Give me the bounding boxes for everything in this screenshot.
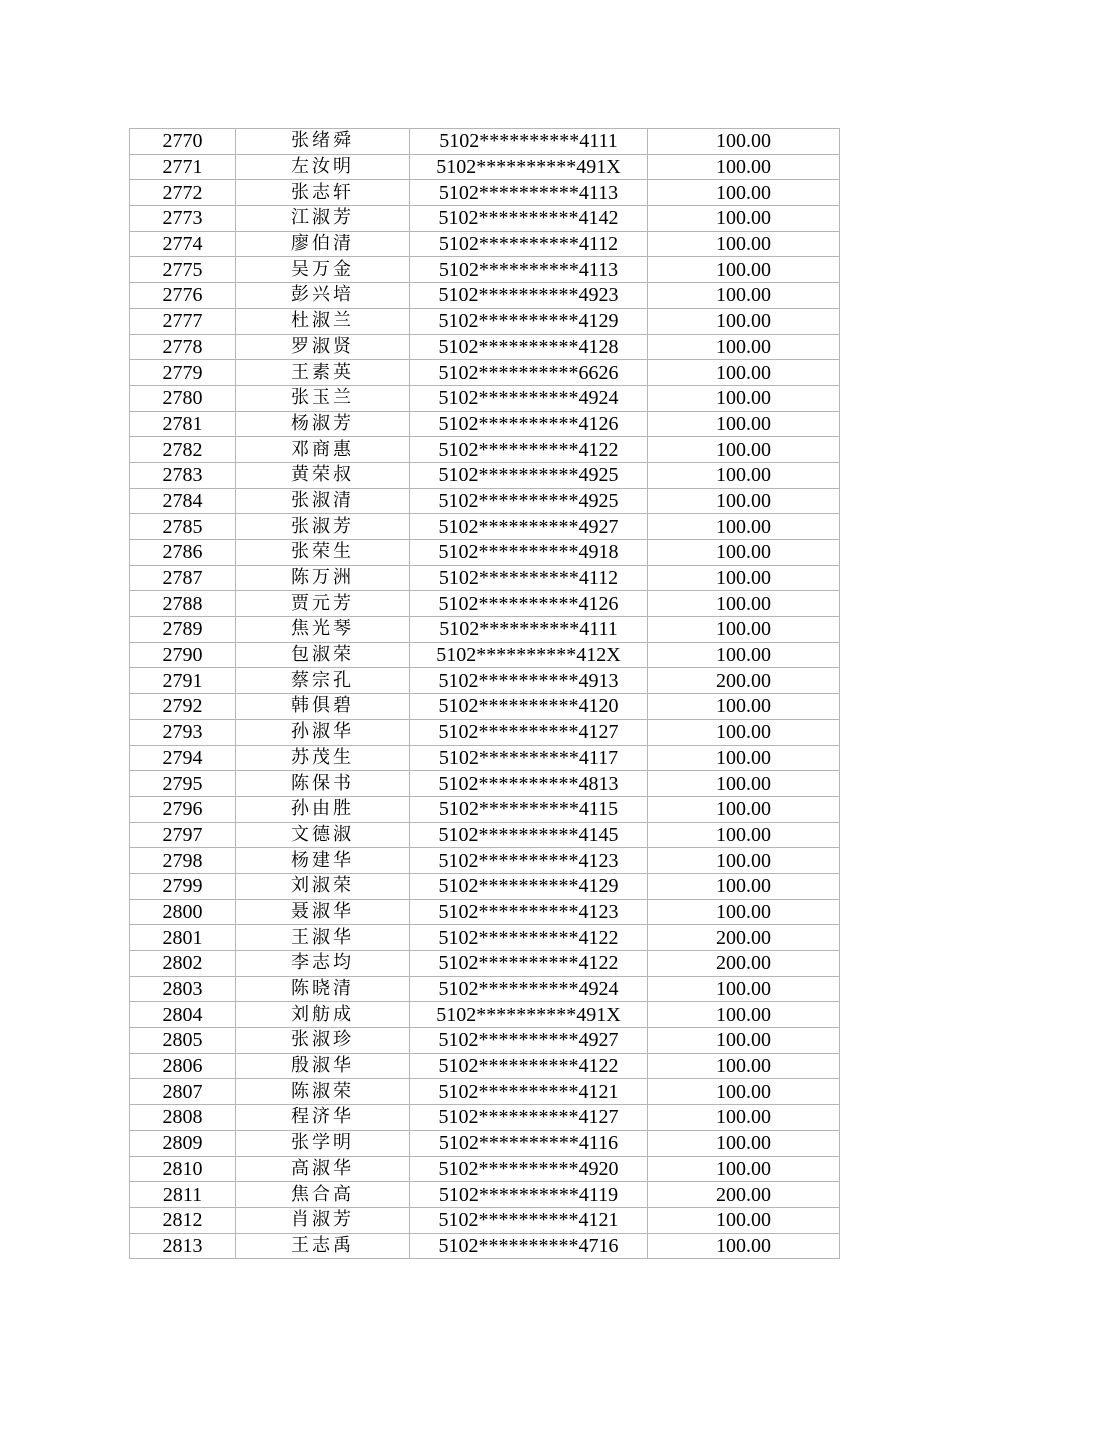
row-number-cell: 2800 [130, 899, 236, 925]
id-number-cell: 5102**********4112 [410, 231, 648, 257]
amount-cell: 100.00 [648, 514, 840, 540]
row-number-cell: 2771 [130, 154, 236, 180]
name-cell: 韩俱碧 [236, 694, 410, 720]
id-number-cell: 5102**********4924 [410, 976, 648, 1002]
table-row [130, 360, 840, 386]
row-number-cell: 2802 [130, 951, 236, 977]
id-number-cell: 5102**********4927 [410, 514, 648, 540]
amount-cell: 100.00 [648, 1105, 840, 1131]
name-cell: 张淑珍 [236, 1028, 410, 1054]
id-number-cell: 5102**********4127 [410, 1105, 648, 1131]
row-number-cell: 2780 [130, 385, 236, 411]
amount-cell: 200.00 [648, 668, 840, 694]
table-row [130, 745, 840, 771]
name-cell: 张志轩 [236, 180, 410, 206]
amount-cell: 100.00 [648, 334, 840, 360]
name-cell: 王志禹 [236, 1233, 410, 1259]
table-row [130, 488, 840, 514]
row-number-cell: 2810 [130, 1156, 236, 1182]
id-number-cell: 5102**********4115 [410, 796, 648, 822]
name-cell: 孙由胜 [236, 796, 410, 822]
table-row [130, 591, 840, 617]
table-row [130, 1156, 840, 1182]
id-number-cell: 5102**********4113 [410, 180, 648, 206]
table-row [130, 796, 840, 822]
table-row [130, 1233, 840, 1259]
row-number-cell: 2774 [130, 231, 236, 257]
table-row [130, 1105, 840, 1131]
amount-cell: 100.00 [648, 1002, 840, 1028]
amount-cell: 100.00 [648, 796, 840, 822]
table-row [130, 848, 840, 874]
amount-cell: 100.00 [648, 976, 840, 1002]
id-number-cell: 5102**********412X [410, 642, 648, 668]
table-row [130, 385, 840, 411]
row-number-cell: 2794 [130, 745, 236, 771]
id-number-cell: 5102**********4127 [410, 719, 648, 745]
amount-cell: 100.00 [648, 1233, 840, 1259]
table-row [130, 257, 840, 283]
id-number-cell: 5102**********4913 [410, 668, 648, 694]
row-number-cell: 2783 [130, 462, 236, 488]
row-number-cell: 2812 [130, 1207, 236, 1233]
amount-cell: 100.00 [648, 642, 840, 668]
row-number-cell: 2798 [130, 848, 236, 874]
amount-cell: 100.00 [648, 129, 840, 155]
name-cell: 吴万金 [236, 257, 410, 283]
id-number-cell: 5102**********4813 [410, 771, 648, 797]
name-cell: 肖淑芳 [236, 1207, 410, 1233]
amount-cell: 100.00 [648, 154, 840, 180]
id-number-cell: 5102**********4119 [410, 1182, 648, 1208]
name-cell: 包淑荣 [236, 642, 410, 668]
row-number-cell: 2806 [130, 1053, 236, 1079]
id-number-cell: 5102**********4123 [410, 899, 648, 925]
row-number-cell: 2787 [130, 565, 236, 591]
name-cell: 陈晓清 [236, 976, 410, 1002]
row-number-cell: 2775 [130, 257, 236, 283]
table-row [130, 899, 840, 925]
name-cell: 张绪舜 [236, 129, 410, 155]
name-cell: 彭兴培 [236, 283, 410, 309]
id-number-cell: 5102**********4122 [410, 951, 648, 977]
amount-cell: 100.00 [648, 694, 840, 720]
amount-cell: 100.00 [648, 1207, 840, 1233]
row-number-cell: 2791 [130, 668, 236, 694]
id-number-cell: 5102**********4129 [410, 873, 648, 899]
table-row [130, 719, 840, 745]
table-row [130, 642, 840, 668]
row-number-cell: 2803 [130, 976, 236, 1002]
amount-cell: 100.00 [648, 745, 840, 771]
id-number-cell: 5102**********4129 [410, 308, 648, 334]
amount-cell: 100.00 [648, 206, 840, 232]
amount-cell: 100.00 [648, 1028, 840, 1054]
id-number-cell: 5102**********4126 [410, 411, 648, 437]
row-number-cell: 2784 [130, 488, 236, 514]
row-number-cell: 2808 [130, 1105, 236, 1131]
name-cell: 王素英 [236, 360, 410, 386]
id-number-cell: 5102**********4111 [410, 129, 648, 155]
row-number-cell: 2773 [130, 206, 236, 232]
id-number-cell: 5102**********4920 [410, 1156, 648, 1182]
row-number-cell: 2797 [130, 822, 236, 848]
table-row [130, 1130, 840, 1156]
amount-cell: 100.00 [648, 385, 840, 411]
amount-cell: 100.00 [648, 411, 840, 437]
amount-cell: 100.00 [648, 719, 840, 745]
amount-cell: 100.00 [648, 1079, 840, 1105]
row-number-cell: 2779 [130, 360, 236, 386]
amount-cell: 100.00 [648, 257, 840, 283]
table-row [130, 437, 840, 463]
name-cell: 杨建华 [236, 848, 410, 874]
name-cell: 罗淑贤 [236, 334, 410, 360]
record-table [129, 128, 840, 1259]
row-number-cell: 2809 [130, 1130, 236, 1156]
name-cell: 王淑华 [236, 925, 410, 951]
name-cell: 蔡宗孔 [236, 668, 410, 694]
row-number-cell: 2777 [130, 308, 236, 334]
id-number-cell: 5102**********4122 [410, 1053, 648, 1079]
id-number-cell: 5102**********4111 [410, 617, 648, 643]
id-number-cell: 5102**********4121 [410, 1079, 648, 1105]
name-cell: 孙淑华 [236, 719, 410, 745]
amount-cell: 100.00 [648, 1130, 840, 1156]
row-number-cell: 2792 [130, 694, 236, 720]
table-row [130, 1002, 840, 1028]
name-cell: 陈保书 [236, 771, 410, 797]
name-cell: 杜淑兰 [236, 308, 410, 334]
name-cell: 邓商惠 [236, 437, 410, 463]
row-number-cell: 2793 [130, 719, 236, 745]
id-number-cell: 5102**********4128 [410, 334, 648, 360]
row-number-cell: 2770 [130, 129, 236, 155]
name-cell: 程济华 [236, 1105, 410, 1131]
amount-cell: 100.00 [648, 1156, 840, 1182]
amount-cell: 100.00 [648, 873, 840, 899]
name-cell: 张荣生 [236, 540, 410, 566]
id-number-cell: 5102**********4145 [410, 822, 648, 848]
row-number-cell: 2804 [130, 1002, 236, 1028]
row-number-cell: 2785 [130, 514, 236, 540]
row-number-cell: 2813 [130, 1233, 236, 1259]
id-number-cell: 5102**********4122 [410, 437, 648, 463]
row-number-cell: 2801 [130, 925, 236, 951]
name-cell: 聂淑华 [236, 899, 410, 925]
row-number-cell: 2807 [130, 1079, 236, 1105]
amount-cell: 200.00 [648, 925, 840, 951]
id-number-cell: 5102**********491X [410, 154, 648, 180]
name-cell: 左汝明 [236, 154, 410, 180]
table-row [130, 822, 840, 848]
row-number-cell: 2789 [130, 617, 236, 643]
id-number-cell: 5102**********4113 [410, 257, 648, 283]
record-table-body [130, 129, 840, 1259]
row-number-cell: 2790 [130, 642, 236, 668]
name-cell: 张学明 [236, 1130, 410, 1156]
amount-cell: 100.00 [648, 437, 840, 463]
name-cell: 江淑芳 [236, 206, 410, 232]
name-cell: 文德淑 [236, 822, 410, 848]
name-cell: 陈万洲 [236, 565, 410, 591]
name-cell: 张玉兰 [236, 385, 410, 411]
amount-cell: 100.00 [648, 591, 840, 617]
table-row [130, 308, 840, 334]
table-row [130, 231, 840, 257]
id-number-cell: 5102**********4716 [410, 1233, 648, 1259]
row-number-cell: 2776 [130, 283, 236, 309]
amount-cell: 100.00 [648, 283, 840, 309]
table-row [130, 668, 840, 694]
id-number-cell: 5102**********4918 [410, 540, 648, 566]
table-row [130, 694, 840, 720]
amount-cell: 100.00 [648, 822, 840, 848]
row-number-cell: 2778 [130, 334, 236, 360]
id-number-cell: 5102**********4925 [410, 462, 648, 488]
id-number-cell: 5102**********4924 [410, 385, 648, 411]
table-row [130, 1207, 840, 1233]
name-cell: 张淑芳 [236, 514, 410, 540]
table-row [130, 976, 840, 1002]
row-number-cell: 2781 [130, 411, 236, 437]
id-number-cell: 5102**********4112 [410, 565, 648, 591]
amount-cell: 100.00 [648, 848, 840, 874]
amount-cell: 100.00 [648, 308, 840, 334]
row-number-cell: 2786 [130, 540, 236, 566]
amount-cell: 100.00 [648, 565, 840, 591]
id-number-cell: 5102**********4142 [410, 206, 648, 232]
row-number-cell: 2796 [130, 796, 236, 822]
name-cell: 刘舫成 [236, 1002, 410, 1028]
table-row [130, 411, 840, 437]
table-row [130, 334, 840, 360]
id-number-cell: 5102**********4923 [410, 283, 648, 309]
row-number-cell: 2811 [130, 1182, 236, 1208]
name-cell: 陈淑荣 [236, 1079, 410, 1105]
table-row [130, 1079, 840, 1105]
id-number-cell: 5102**********491X [410, 1002, 648, 1028]
table-row [130, 1028, 840, 1054]
name-cell: 高淑华 [236, 1156, 410, 1182]
amount-cell: 100.00 [648, 360, 840, 386]
table-row [130, 540, 840, 566]
name-cell: 刘淑荣 [236, 873, 410, 899]
row-number-cell: 2805 [130, 1028, 236, 1054]
table-row [130, 129, 840, 155]
name-cell: 杨淑芳 [236, 411, 410, 437]
row-number-cell: 2799 [130, 873, 236, 899]
table-row [130, 514, 840, 540]
amount-cell: 200.00 [648, 951, 840, 977]
amount-cell: 100.00 [648, 540, 840, 566]
row-number-cell: 2795 [130, 771, 236, 797]
table-row [130, 771, 840, 797]
name-cell: 张淑清 [236, 488, 410, 514]
id-number-cell: 5102**********4925 [410, 488, 648, 514]
table-row [130, 462, 840, 488]
name-cell: 黄荣叔 [236, 462, 410, 488]
id-number-cell: 5102**********4116 [410, 1130, 648, 1156]
table-row [130, 617, 840, 643]
amount-cell: 100.00 [648, 488, 840, 514]
amount-cell: 100.00 [648, 231, 840, 257]
amount-cell: 200.00 [648, 1182, 840, 1208]
amount-cell: 100.00 [648, 771, 840, 797]
name-cell: 苏茂生 [236, 745, 410, 771]
table-row [130, 154, 840, 180]
table-row [130, 1182, 840, 1208]
name-cell: 廖伯清 [236, 231, 410, 257]
table-row [130, 206, 840, 232]
id-number-cell: 5102**********4122 [410, 925, 648, 951]
name-cell: 焦光琴 [236, 617, 410, 643]
table-row [130, 873, 840, 899]
amount-cell: 100.00 [648, 899, 840, 925]
id-number-cell: 5102**********4927 [410, 1028, 648, 1054]
amount-cell: 100.00 [648, 617, 840, 643]
row-number-cell: 2782 [130, 437, 236, 463]
table-row [130, 1053, 840, 1079]
id-number-cell: 5102**********4123 [410, 848, 648, 874]
table-row [130, 283, 840, 309]
id-number-cell: 5102**********4120 [410, 694, 648, 720]
table-row [130, 925, 840, 951]
row-number-cell: 2788 [130, 591, 236, 617]
row-number-cell: 2772 [130, 180, 236, 206]
amount-cell: 100.00 [648, 180, 840, 206]
table-row [130, 180, 840, 206]
amount-cell: 100.00 [648, 1053, 840, 1079]
name-cell: 殷淑华 [236, 1053, 410, 1079]
name-cell: 李志均 [236, 951, 410, 977]
amount-cell: 100.00 [648, 462, 840, 488]
name-cell: 焦合高 [236, 1182, 410, 1208]
id-number-cell: 5102**********4121 [410, 1207, 648, 1233]
table-row [130, 951, 840, 977]
id-number-cell: 5102**********4126 [410, 591, 648, 617]
id-number-cell: 5102**********6626 [410, 360, 648, 386]
name-cell: 贾元芳 [236, 591, 410, 617]
id-number-cell: 5102**********4117 [410, 745, 648, 771]
table-row [130, 565, 840, 591]
